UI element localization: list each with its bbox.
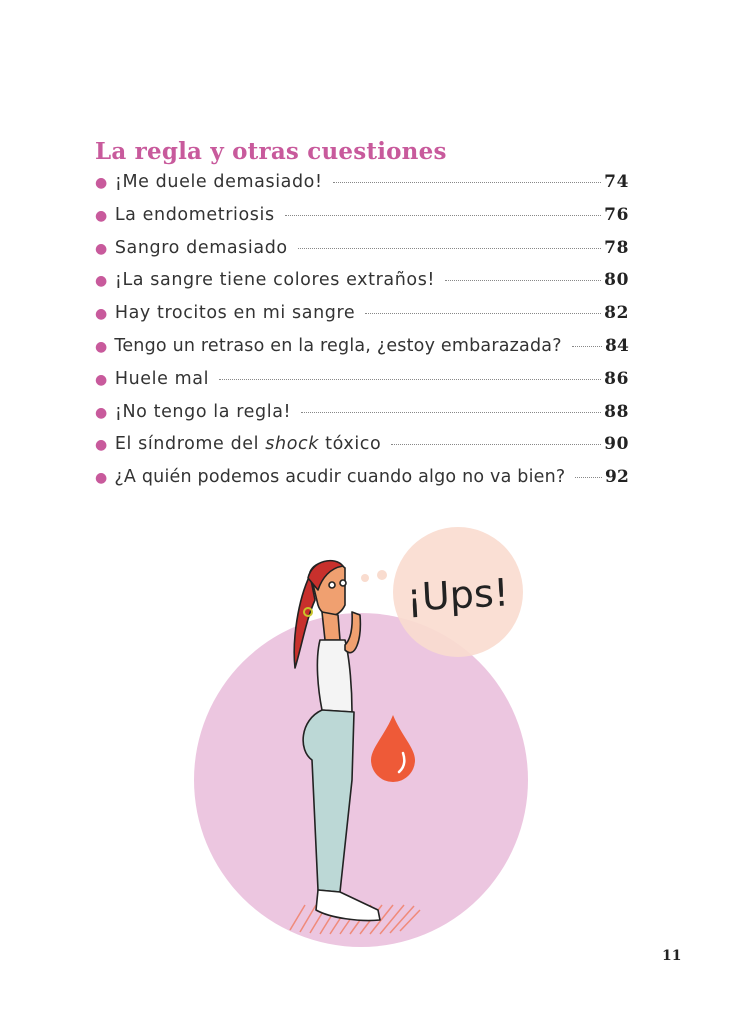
pink-circle xyxy=(194,613,528,947)
label-text: tóxico xyxy=(318,434,382,455)
toc-entry-page: 84 xyxy=(604,335,629,356)
speech-bubble-text: ¡Ups! xyxy=(405,570,510,620)
bullet-icon: ● xyxy=(95,470,108,487)
label-emphasis: shock xyxy=(265,434,319,455)
toc-entry-label: ¡No tengo la regla! xyxy=(114,401,292,422)
toc-entry-page: 76 xyxy=(604,204,629,225)
label-text: El síndrome del xyxy=(114,434,266,455)
toc-entry-label: ¡Me duele demasiado! xyxy=(114,172,323,192)
toc-entry-label: Huele mal xyxy=(114,368,210,389)
toc-entry-page: 88 xyxy=(604,401,629,422)
thought-dot xyxy=(361,574,369,582)
toc-entry-label: ¿A quién podemos acudir cuando algo no va bien? xyxy=(114,467,566,488)
bullet-icon: ● xyxy=(95,404,108,421)
bullet-icon: ● xyxy=(95,338,108,355)
toc-entry-page: 80 xyxy=(604,270,629,291)
bullet-icon: ● xyxy=(95,175,108,191)
toc-entry-page: 82 xyxy=(604,303,629,324)
toc-entry-page: 74 xyxy=(604,172,629,192)
bullet-icon: ● xyxy=(95,371,108,388)
bullet-icon: ● xyxy=(95,437,108,454)
toc-entry-label: Hay trocitos en mi sangre xyxy=(114,303,356,324)
toc-entry-page: 86 xyxy=(604,368,629,389)
bullet-icon: ● xyxy=(95,273,108,290)
toc-entry-page: 78 xyxy=(604,237,629,258)
thought-dot xyxy=(377,570,387,580)
section-title: La regla y otras cuestiones xyxy=(95,138,447,165)
toc-entry-label: ¡La sangre tiene colores extraños! xyxy=(114,270,436,291)
bullet-icon: ● xyxy=(95,207,108,224)
toc-entry-label: Sangro demasiado xyxy=(114,237,288,258)
bullet-icon: ● xyxy=(95,240,108,257)
bullet-icon: ● xyxy=(95,306,108,323)
page-number: 11 xyxy=(662,948,682,964)
toc-entry-page: 90 xyxy=(604,434,629,455)
toc-entry-label: La endometriosis xyxy=(114,204,275,225)
toc-entry-page: 92 xyxy=(604,467,629,488)
toc-entry-label: Tengo un retraso en la regla, ¿estoy embarazada? xyxy=(114,335,562,356)
